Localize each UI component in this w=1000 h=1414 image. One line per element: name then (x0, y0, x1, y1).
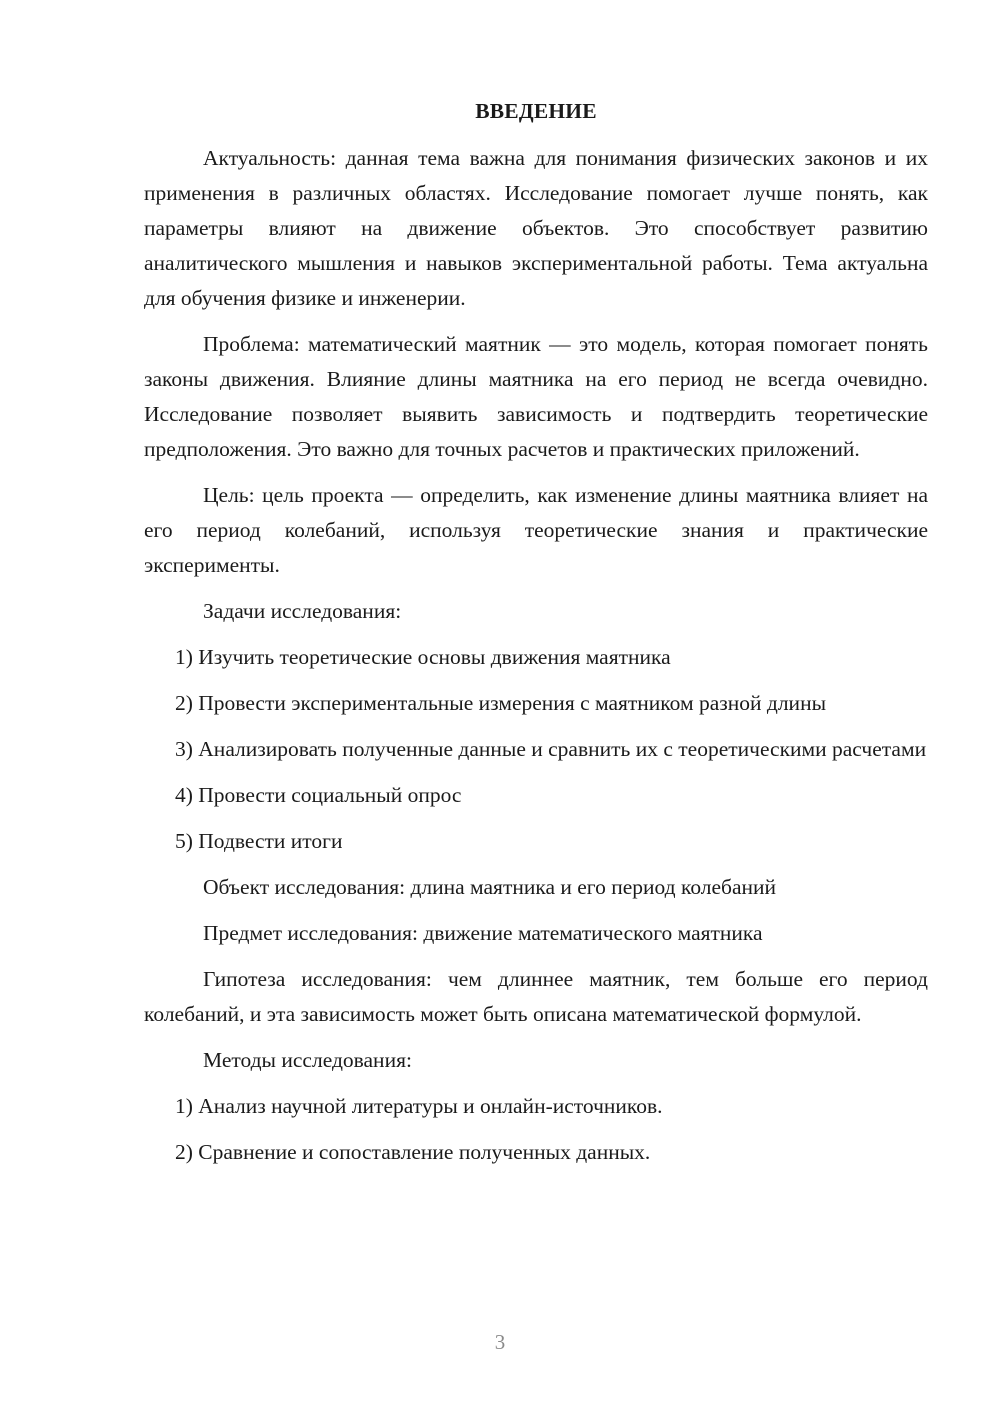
page-number: 3 (494, 1330, 506, 1354)
task-item-3: 3) Анализировать полученные данные и сравнить их с теоретическими расчетами (175, 737, 927, 761)
tasks-heading: Задачи исследования: (203, 599, 402, 623)
research-object: Объект исследования: длина маятника и его период колебаний (203, 875, 777, 899)
task-item-1: 1) Изучить теоретические основы движения маятника (175, 645, 671, 669)
method-item-1: 1) Анализ научной литературы и онлайн-источников. (175, 1094, 663, 1118)
methods-heading: Методы исследования: (203, 1048, 412, 1072)
hypothesis-paragraph: Гипотеза исследования: чем длиннее маятник, тем больше его период колебаний, и эта зависимость может быть описана математической формулой. (144, 967, 928, 1026)
research-subject: Предмет исследования: движение математического маятника (203, 921, 763, 945)
document-page (144, 94, 928, 1181)
relevance-paragraph: Актуальность: данная тема важна для понимания физических законов и их применения в различных областях. Исследование помогает лучше понять, как параметры влияют на движение объектов. Это способствует развитию аналитического мышления и навыков экспериментальной работы. Тема актуальна для обучения физике и инженерии. (144, 146, 928, 310)
task-item-4: 4) Провести социальный опрос (175, 783, 462, 807)
problem-paragraph: Проблема: математический маятник — это модель, которая помогает понять законы движения. Влияние длины маятника на его период не всегда очевидно. Исследование позволяет выявить зависимость и подтвердить теоретические предположения. Это важно для точных расчетов и практических приложений. (144, 332, 928, 461)
goal-paragraph: Цель: цель проекта — определить, как изменение длины маятника влияет на его период колебаний, используя теоретические знания и практические эксперименты. (144, 483, 928, 577)
method-item-2: 2) Сравнение и сопоставление полученных данных. (175, 1140, 651, 1164)
task-item-2: 2) Провести экспериментальные измерения с маятником разной длины (175, 691, 827, 715)
section-title: ВВЕДЕНИЕ (475, 99, 597, 123)
task-item-5: 5) Подвести итоги (175, 829, 343, 853)
